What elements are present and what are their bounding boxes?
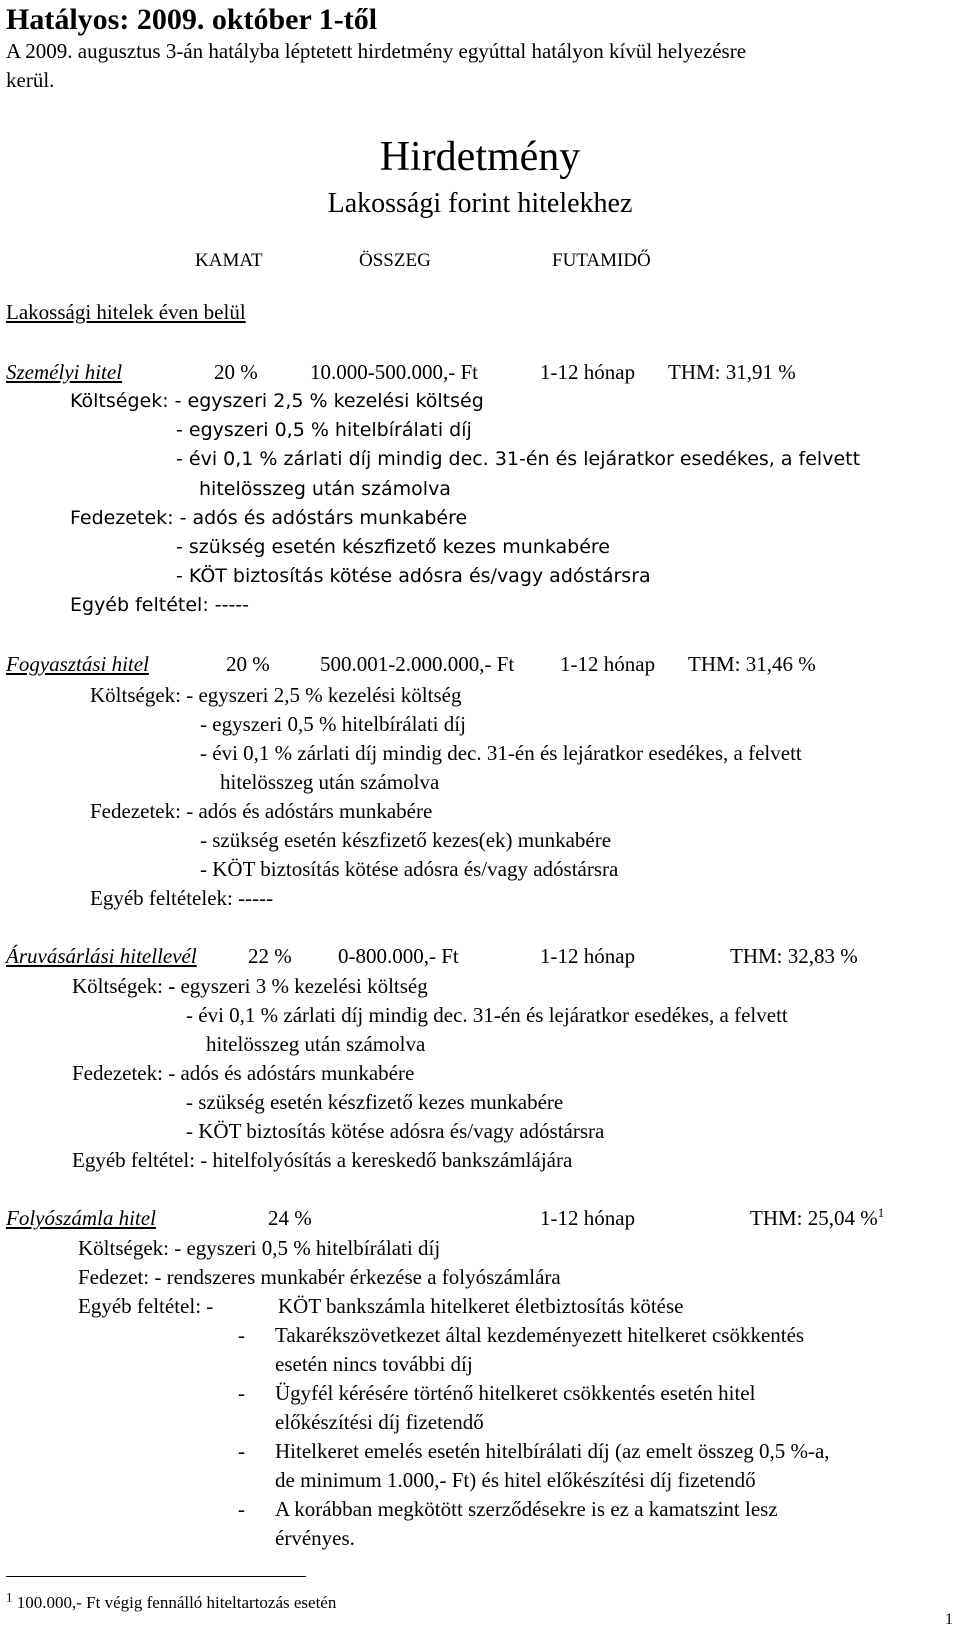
detail-line: Fedezetek: - adós és adóstárs munkabére: [72, 1061, 415, 1085]
product-thm: THM: 32,83 %: [730, 944, 858, 968]
detail-line: - szükség esetén készfizető kezes munkabére: [186, 1090, 564, 1114]
footnote-marker: 1: [877, 1205, 885, 1220]
detail-line: - szükség esetén készfizető kezes munkabére: [176, 536, 610, 558]
notice-text-line-2: kerül.: [6, 68, 55, 92]
bullet-text: A korábban megkötött szerződésekre is ez a kamatszint lesz: [275, 1497, 778, 1521]
detail-line: hitelösszeg után számolva: [199, 478, 451, 500]
product-amount: 10.000-500.000,- Ft: [310, 360, 478, 384]
detail-line: - évi 0,1 % zárlati díj mindig dec. 31-én és lejáratkor esedékes, a felvett: [176, 448, 861, 470]
detail-line: - egyszeri 0,5 % hitelbírálati díj: [176, 419, 472, 441]
cost-text: egyszeri 3 % kezelési költség: [175, 974, 428, 998]
product-name: Áruvásárlási hitellevél: [6, 944, 197, 968]
bullet-dash: -: [238, 1381, 245, 1405]
product-term: 1-12 hónap: [540, 944, 636, 968]
detail-line: Egyéb feltételek: -----: [90, 886, 274, 910]
thm-value: THM: 25,04 %: [750, 1206, 878, 1230]
bullet-text: érvényes.: [275, 1526, 355, 1550]
product-rate: 20 %: [226, 652, 270, 676]
detail-line: - KÖT biztosítás kötése adósra és/vagy adóstársra: [176, 565, 651, 587]
detail-line: hitelösszeg után számolva: [206, 1032, 426, 1056]
product-term: 1-12 hónap: [560, 652, 656, 676]
detail-line: Egyéb feltétel: -----: [70, 594, 250, 616]
bullet-text: Takarékszövetkezet által kezdeményezett hitelkeret csökkentés: [275, 1323, 805, 1347]
column-header-osszeg: ÖSSZEG: [359, 250, 431, 271]
product-rate: 22 %: [248, 944, 292, 968]
product-amount: 500.001-2.000.000,- Ft: [320, 652, 515, 676]
product-rate: 24 %: [268, 1206, 312, 1230]
document-subtitle: Lakossági forint hitelekhez: [327, 188, 633, 219]
product-thm: THM: 31,91 %: [668, 360, 796, 384]
notice-text-line-1: A 2009. augusztus 3-án hatályba léptetett hirdetmény egyúttal hatályon kívül helyezésre: [6, 39, 747, 63]
cost-dash: -: [162, 974, 176, 998]
detail-line: Fedezet: - rendszeres munkabér érkezése a folyószámlára: [78, 1265, 561, 1289]
product-amount: 0-800.000,- Ft: [338, 944, 459, 968]
detail-line: hitelösszeg után számolva: [220, 770, 440, 794]
bullet-dash: -: [238, 1323, 245, 1347]
product-term: 1-12 hónap: [540, 1206, 636, 1230]
bullet-text: esetén nincs további díj: [275, 1352, 473, 1376]
detail-line: Egyéb feltétel: - hitelfolyósítás a kereskedő bankszámlájára: [72, 1148, 573, 1172]
detail-line: KÖT bankszámla hitelkeret életbiztosítás kötése: [278, 1294, 684, 1318]
footnote-separator: [6, 1576, 306, 1577]
bullet-dash: -: [238, 1439, 245, 1463]
detail-line-costs: [72, 976, 428, 997]
document-title: Hirdetmény: [379, 134, 581, 180]
bullet-text: de minimum 1.000,- Ft) és hitel előkészítési díj fizetendő: [275, 1468, 756, 1492]
product-name: Folyószámla hitel: [6, 1206, 156, 1230]
detail-line: Fedezetek: - adós és adóstárs munkabére: [90, 799, 433, 823]
product-name: Fogyasztási hitel: [6, 652, 149, 676]
section-heading: Lakossági hitelek éven belül: [6, 300, 246, 324]
detail-line: Fedezetek: - adós és adóstárs munkabére: [70, 507, 468, 529]
product-thm: THM: 31,46 %: [688, 652, 816, 676]
footnote-text: 100.000,- Ft végig fennálló hiteltartozás esetén: [16, 1593, 337, 1612]
detail-line: Költségek: - egyszeri 2,5 % kezelési költség: [70, 390, 484, 412]
page-title: Hatályos: 2009. október 1-től: [6, 3, 378, 36]
detail-line: - egyszeri 0,5 % hitelbírálati díj: [200, 712, 466, 736]
bullet-text: Hitelkeret emelés esetén hitelbírálati díj (az emelt összeg 0,5 %-a,: [275, 1439, 830, 1463]
product-name: Személyi hitel: [6, 360, 123, 384]
page-number: 1: [945, 1611, 953, 1628]
detail-line: - évi 0,1 % zárlati díj mindig dec. 31-én és lejáratkor esedékes, a felvett: [186, 1003, 788, 1027]
product-term: 1-12 hónap: [540, 360, 636, 384]
detail-line: Költségek: - egyszeri 2,5 % kezelési költség: [90, 683, 462, 707]
footnote-mark: 1: [6, 1589, 13, 1605]
bullet-text: Ügyfél kérésére történő hitelkeret csökkentés esetén hitel: [275, 1381, 756, 1405]
detail-line: - KÖT biztosítás kötése adósra és/vagy adóstársra: [186, 1119, 605, 1143]
column-header-kamat: KAMAT: [195, 250, 263, 271]
cost-label: Költségek:: [72, 974, 163, 998]
footnote: [6, 1589, 337, 1612]
detail-line: Egyéb feltétel: -: [78, 1294, 214, 1318]
bullet-dash: -: [238, 1497, 245, 1521]
product-rate: 20 %: [214, 360, 258, 384]
detail-line: - KÖT biztosítás kötése adósra és/vagy adóstársra: [200, 857, 619, 881]
detail-line: - évi 0,1 % zárlati díj mindig dec. 31-én és lejáratkor esedékes, a felvett: [200, 741, 802, 765]
product-thm: [750, 1205, 885, 1230]
detail-line: Költségek: - egyszeri 0,5 % hitelbírálati díj: [78, 1236, 441, 1260]
column-header-futamido: FUTAMIDŐ: [552, 250, 651, 271]
detail-line: - szükség esetén készfizető kezes(ek) munkabére: [200, 828, 612, 852]
bullet-text: előkészítési díj fizetendő: [275, 1410, 484, 1434]
